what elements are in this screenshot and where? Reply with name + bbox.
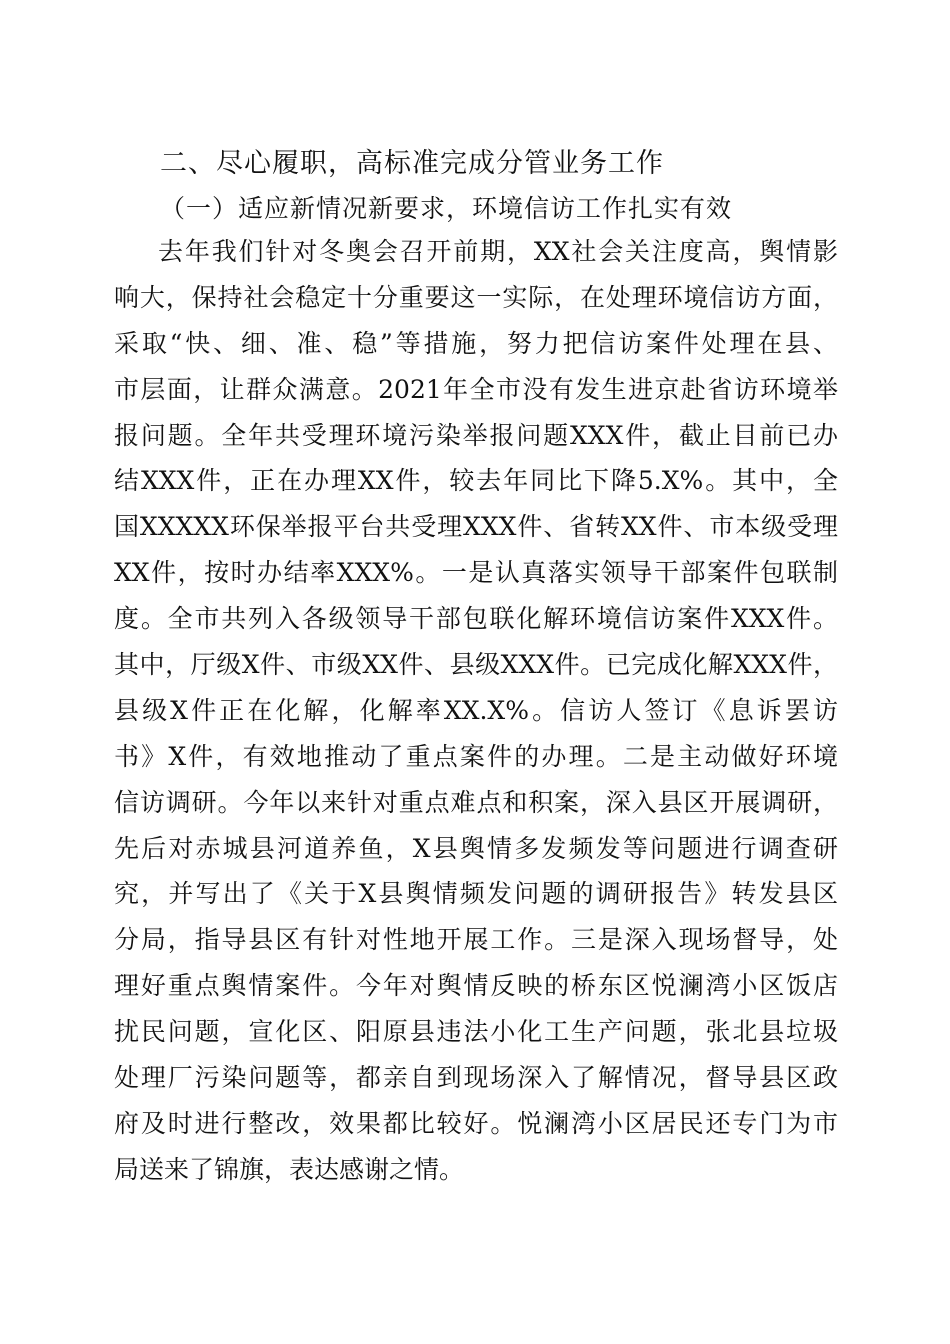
paragraph-line: 去年我们针对冬奥会召开前期，XX社会关注度高，舆情影	[158, 237, 838, 266]
paragraph-line: 市层面，让群众满意。2021年全市没有发生进京赴省访环境举	[114, 374, 838, 404]
paragraph-line: 其中，厅级X件、市级XX件、县级XXX件。已完成化解XXX件，	[114, 650, 838, 680]
subsection-heading: （一）适应新情况新要求，环境信访工作扎实有效	[160, 194, 733, 223]
paragraph-line: 分局，指导县区有针对性地开展工作。三是深入现场督导，处	[114, 925, 838, 955]
paragraph-line: 结XXX件，正在办理XX件，较去年同比下降5.X%。其中，全	[114, 466, 838, 496]
paragraph-line: XX件，按时办结率XXX%。一是认真落实领导干部案件包联制	[114, 558, 838, 588]
paragraph-line: 度。全市共列入各级领导干部包联化解环境信访案件XXX件。	[114, 604, 838, 634]
paragraph-line: 报问题。全年共受理环境污染举报问题XXX件，截止目前已办	[114, 420, 838, 450]
section-heading: 二、尽心履职，高标准完成分管业务工作	[160, 148, 664, 179]
paragraph-line: 处理厂污染问题等，都亲自到现场深入了解情况，督导县区政	[114, 1063, 838, 1093]
paragraph-line: 国XXXXX环保举报平台共受理XXX件、省转XX件、市本级受理	[114, 512, 838, 542]
paragraph-line: 局送来了锦旗，表达感谢之情。	[114, 1154, 465, 1184]
paragraph-line: 信访调研。今年以来针对重点难点和积案，深入县区开展调研，	[114, 787, 838, 817]
paragraph-line: 响大，保持社会稳定十分重要这一实际，在处理环境信访方面，	[114, 282, 838, 312]
body-paragraph	[114, 229, 838, 1193]
paragraph-line: 先后对赤城县河道养鱼，X县舆情多发频发等问题进行调查研	[114, 833, 838, 863]
paragraph-line: 县级X件正在化解，化解率XX.X%。信访人签订《息诉罢访	[114, 695, 838, 725]
paragraph-line: 书》X件，有效地推动了重点案件的办理。二是主动做好环境	[114, 741, 838, 771]
paragraph-line: 扰民问题，宣化区、阳原县违法小化工生产问题，张北县垃圾	[114, 1017, 838, 1047]
paragraph-line: 采取“快、细、准、稳”等措施，努力把信访案件处理在县、	[114, 328, 838, 358]
paragraph-line: 理好重点舆情案件。今年对舆情反映的桥东区悦澜湾小区饭店	[114, 971, 838, 1001]
paragraph-line: 府及时进行整改，效果都比较好。悦澜湾小区居民还专门为市	[114, 1108, 838, 1138]
paragraph-line: 究，并写出了《关于X县舆情频发问题的调研报告》转发县区	[114, 879, 838, 909]
